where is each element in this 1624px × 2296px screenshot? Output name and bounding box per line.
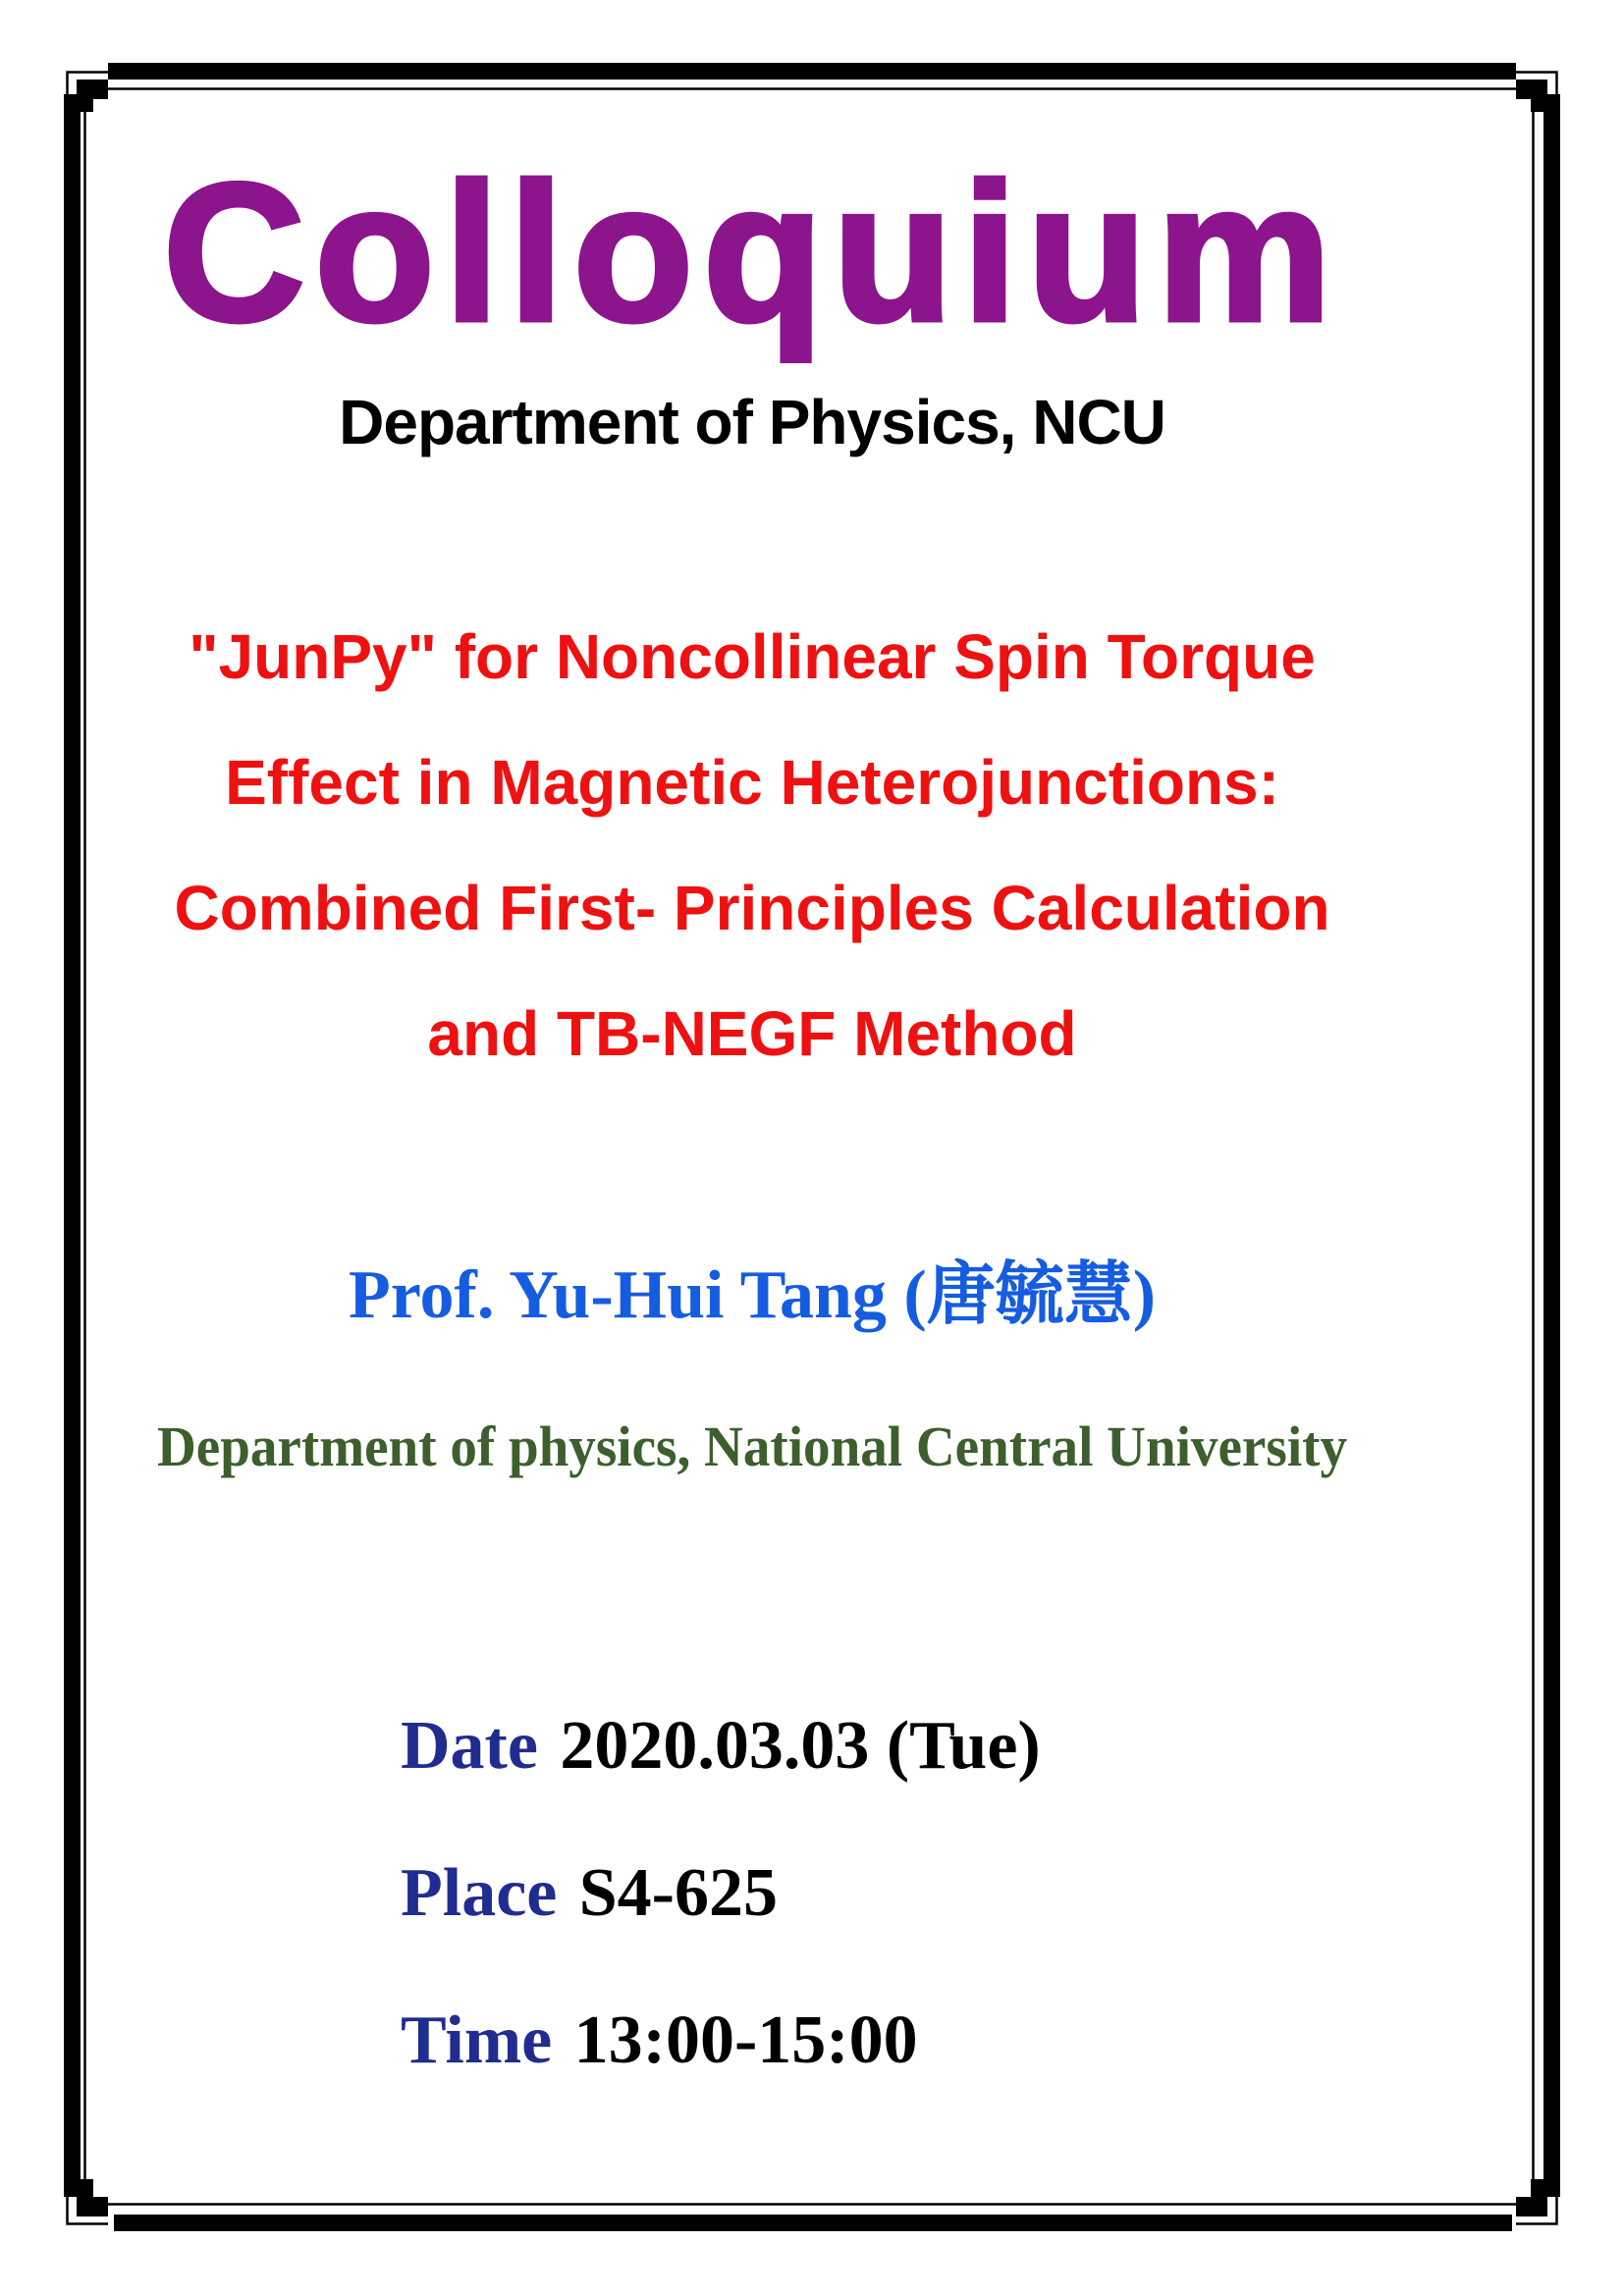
speaker-affiliation: Department of physics, National Central University (156, 1415, 1348, 1478)
detail-row-time (401, 2000, 918, 2082)
detail-label-date: Date (401, 1708, 538, 1784)
poster-title: Colloquium (163, 143, 1341, 362)
talk-title (84, 594, 1420, 1096)
detail-label-place: Place (401, 1855, 558, 1931)
department-subtitle: Department of Physics, NCU (339, 387, 1165, 457)
talk-title-line-4: and TB-NEGF Method (427, 998, 1077, 1069)
detail-row-date (401, 1705, 1041, 1788)
detail-label-time: Time (401, 2002, 553, 2078)
talk-title-line-2: Effect in Magnetic Heterojunctions: (225, 747, 1279, 818)
speaker-name: Prof. Yu-Hui Tang (唐毓慧) (348, 1257, 1157, 1333)
talk-title-line-3: Combined First- Principles Calculation (174, 873, 1330, 943)
detail-row-place (401, 1852, 778, 1935)
detail-value-time: 13:00-15:00 (573, 2002, 918, 2078)
detail-value-place: S4-625 (578, 1855, 778, 1931)
talk-title-line-1: "JunPy" for Noncollinear Spin Torque (189, 621, 1316, 692)
detail-value-date: 2020.03.03 (Tue) (560, 1708, 1041, 1784)
